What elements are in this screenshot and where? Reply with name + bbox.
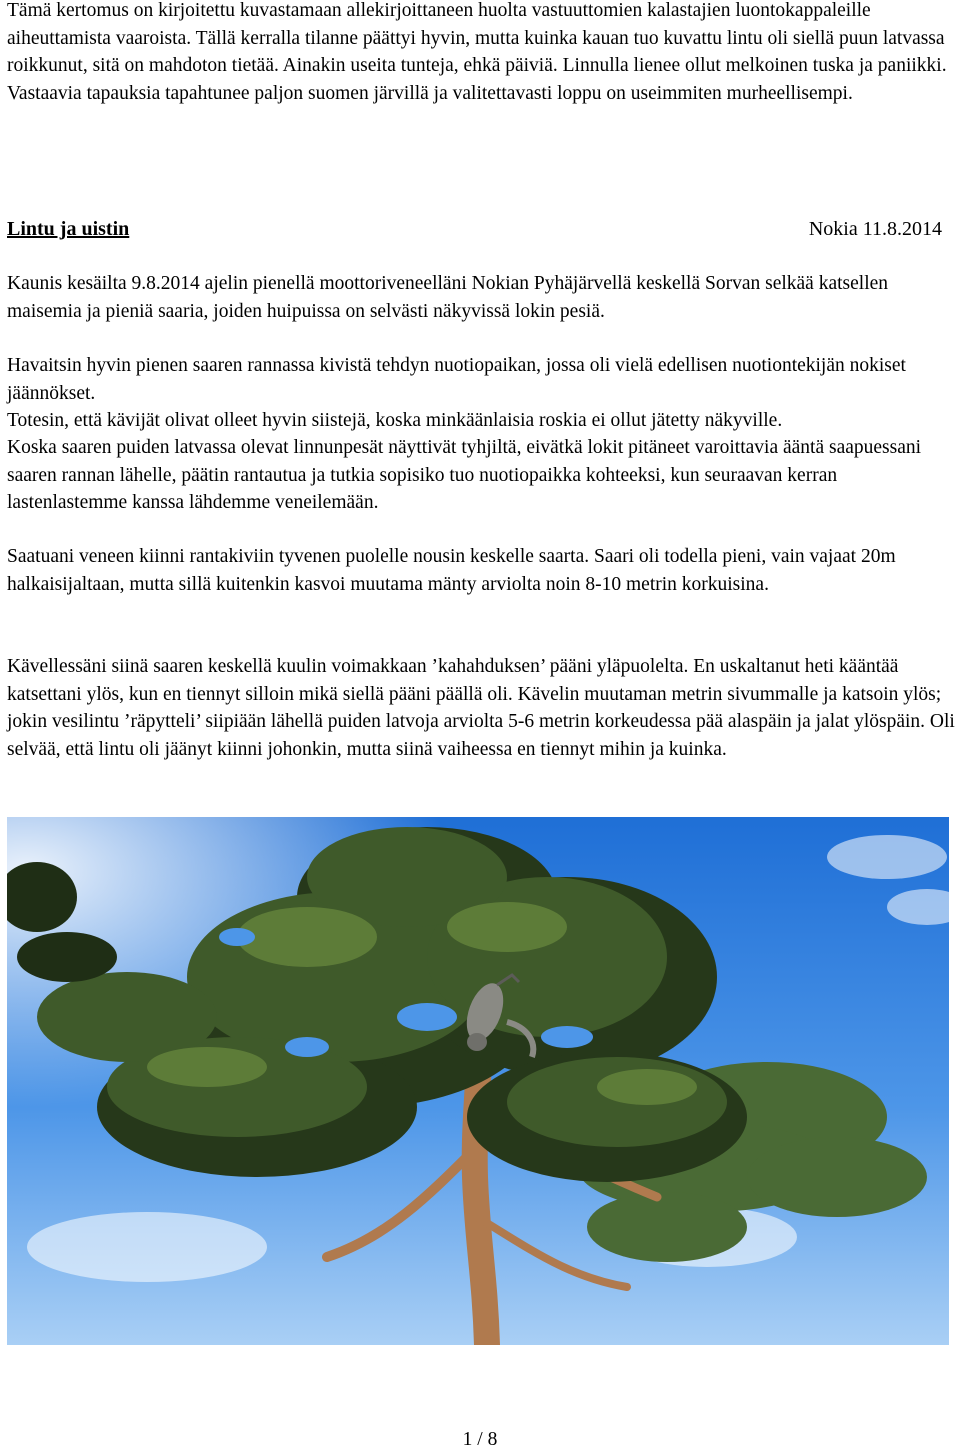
- paragraph-1: Kaunis kesäilta 9.8.2014 ajelin pienellä moottoriveneelläni Nokian Pyhäjärvellä keskellä Sorvan selkää katsellen maisemia ja pieniä saaria, joiden huipuissa on selvästi näkyvissä lokin pesiä.: [7, 273, 889, 322]
- document-place-date: Nokia 11.8.2014: [808, 218, 942, 240]
- paragraph-6: Kävellessäni siinä saaren keskellä kuulin voimakkaan ’kahahduksen’ pääni yläpuolelta. En uskaltanut heti kääntää katsettani ylös, kun en tiennyt silloin mikä siellä pääni päällä oli. Kävelin muutaman metrin sivummalle ja katsoin ylös; jokin vesilintu ’räpytteli’ siipiään lähellä puiden latvoja arviolta 5-6 metrin korkeudessa pää alaspäin ja jalat ylöspäin. Oli selvää, että lintu oli jäänyt kiinni johonkin, mutta siinä vaiheessa en tiennyt mihin ja kuinka.: [7, 656, 955, 760]
- title-row: [7, 215, 942, 243]
- paragraph-3: Totesin, että kävijät olivat olleet hyvin siistejä, koska minkäänlaisia roskia ei ollut jätetty näkyville.: [7, 410, 783, 431]
- intro-paragraph: Tämä kertomus on kirjoitettu kuvastamaan allekirjoittaneen huolta vastuuttomien kalastajien luontokappaleille aiheuttamista vaaroista. Tällä kerralla tilanne päättyi hyvin, mutta kuinka kauan tuo kuvattu lintu oli siellä puun latvassa roikkunut, sitä on mahdoton tietää. Ainakin useita tunteja, ehkä päiviä. Linnulla lienee ollut melkoinen tuska ja paniikki. Vastaavia tapauksia tapahtunee paljon suomen järvillä ja valitettavasti loppu on useimmiten murheellisempi.: [7, 0, 947, 104]
- document-title: Lintu ja uistin: [7, 218, 130, 240]
- page-number: 1 / 8: [462, 1429, 498, 1450]
- pine-tree-bird-photo: [7, 817, 949, 1345]
- paragraph-5: Saatuani veneen kiinni rantakiviin tyvenen puolelle nousin keskelle saarta. Saari oli todella pieni, vain vajaat 20m halkaisijaltaan, mutta sillä kuitenkin kasvoi muutama mänty arviolta noin 8-10 metrin korkuisina.: [7, 546, 896, 595]
- paragraph-2: Havaitsin hyvin pienen saaren rannassa kivistä tehdyn nuotiopaikan, jossa oli vielä edellisen nuotiontekijän nokiset jäännökset.: [7, 355, 906, 404]
- paragraph-4: Koska saaren puiden latvassa olevat linnunpesät näyttivät tyhjiltä, eivätkä lokit pitäneet varoittavia ääntä saapuessani saaren rannan lähelle, päätin rantautua ja tutkia sopisiko tuo nuotiopaikka kohteeksi, kun seuraavan kerran lastenlastemme kanssa lähdemme veneilemään.: [7, 437, 922, 513]
